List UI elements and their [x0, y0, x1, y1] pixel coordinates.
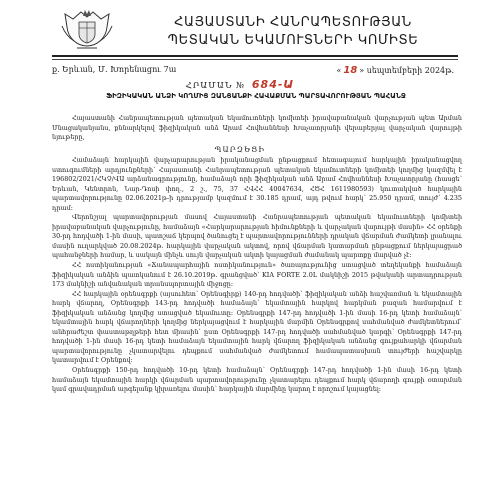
letterhead-line-2: ՊԵՏԱԿԱՆ ԵԿԱՄՈՒՏՆԵՐԻ ԿՈՄԻՏԵ	[167, 33, 419, 48]
main-body	[52, 156, 462, 395]
date-day: 18	[343, 65, 358, 76]
body-paragraph: Օրենսգրքի 150-րդ հոդվածի 10-րդ կետի համաձայն՝ Օրենսգրքի 147-րդ հոդվածի 1-ին մասի 16-րդ կետի համաձայն եկամտային հարկի վճարման պարտավորությունը չկատարելու դեպքում հարկ վճարողի գույքի օտարման կամ գրավադրման արգելանք կիրառելու մասին՝ հարկային մարմինը կարող է որոշում կայացնել:	[52, 366, 462, 394]
header-rule-thin	[52, 59, 458, 60]
letterhead	[128, 14, 458, 50]
order-number: 684-Ա	[251, 78, 295, 91]
body-paragraph: Համաձայն հարկային վարչարարության իրականացման ընթացքում հետագայում հարկային իրականացվող ստուգումների արդյունքների՝ Հայաստանի Հանրապետության պետական եկամուտների կոմիտեի կողմից կազմվել է 196802/2021/ՀԿՉ/ՎԱ արձանագրությունը, համաձայն որի ֆիզիկական անձ Արամ Հովհաննեսի Խաչատրյանը (հասցե՝ Երևան, Կենտրոն, Նար-Դոսի փող., 2 շ., 75, 37 ՀՎՀՀ 40047634, ՀԾՀ 1611980593) կուտակված հարկային պարտավորությունը 02.06.2021թ-ի դրությամբ կազմում է 30.185 դրամ, այդ թվում հարկ՝ 25.950 դրամ, տույժ՝ 4.235 դրամ:	[52, 156, 462, 212]
header-rule	[52, 55, 458, 57]
body-paragraph: ՀՀ ոստիկանության «Ճանապարհային ոստիկանություն» ծառայությունից ստացված տեղեկանքի համաձայն ֆիզիկական անձին պատկանում է 26.10.2019թ. գրանցված՝ KIA FORTE 2.0L մակնիշի 2015 թվականի արտադրության 173 մակնիշի անվանական տրանսպորտային միջոցը:	[52, 261, 462, 289]
date-prefix: «	[336, 66, 342, 75]
intro-paragraph	[52, 114, 462, 143]
section-title: ՊԱՐԶԵՑԻ	[214, 145, 266, 154]
document-subject: ՖԻԶԻԿԱԿԱՆ ԱՆՁԻ ԿՈՂՄԻՑ ԶԱՆՑԱՆՔԻ ՀԱՎԱՔՄԱՆ ՊԱՐՏԱՎՈՐՈՒԹՅԱՆ ՊԱՀԱՆՋ	[106, 92, 406, 100]
letterhead-line-1: ՀԱՅԱՍՏԱՆԻ ՀԱՆՐԱՊԵՏՈՒԹՅԱՆ	[174, 15, 412, 30]
intro-text: Հայաստանի Հանրապետության պետական եկամուտների կոմիտեի իրավաբանական վարչության պետ Արման Մնացականյանս, քննարկելով ֆիզիկական անձ Արամ Հովհաննեսի Խաչատրյանի վերաբերյալ վարչական վարույթի նյութերը,	[52, 114, 462, 142]
order-heading	[0, 78, 480, 91]
date-suffix: » սեպտեմբերի 2024թ.	[359, 66, 454, 75]
armenian-coat-of-arms-icon	[59, 6, 115, 52]
issue-place: ք. Երևան, Մ. Խորենացու 7ա	[52, 65, 177, 74]
body-paragraph: ՀՀ հարկային օրենսգրքի (այսուհետ՝ Օրենսգիրք) 140-րդ հոդվածի՝ ֆիզիկական անձի հաշվառման և եկամտային հարկ վճարող, Օրենսգրքի 143-րդ հոդվածի համաձայն՝ եկամտային հարկով հարկման բազան համարվում է ֆիզիկական անձանց կողմից ստացված եկամուտը: Օրենսգրքի 147-րդ հոդվածի 1-ին մասի 16-րդ կետի համաձայն՝ եկամտային հարկ վճարողների կողմից ներկայացվում է հարկային մարմին Օրենսգրքով սահմանված ժամկետներում՝ անհրաժեշտ փաստաթղթերի հետ միասին՝ ըստ Օրենսգրքի 147-րդ հոդվածի սահմանված կարգի՝ Օրենսգրքի 147-րդ հոդվածի 1-ին մասի 16-րդ կետի համաձայն եկամտային հարկ վճարող ֆիզիկական անձանց գույքահարկի վճարման պարտավորությունը չկատարվելու դեպքում սահմանված ժամկետում համապատասխան տույժերի հաշվարկը կատարվում է Օրենքով:	[52, 289, 462, 365]
order-label: ՀՐԱՄԱՆ №	[185, 81, 246, 91]
body-paragraph: Վերոնշյալ պարտավորության մասով Հայաստանի Հանրապետության պետական եկամուտների կոմիտեի իրավաբանական վարչությունը, համաձայն «Հարկարարության հիմունքների և վարչական վարույթի մասին» ՀՀ օրենքի 30-րդ հոդվածի 1-ին մասի, պատշաճ կերպով ծանուցել է պարտավորությունների դրական վճարման ժամկետի լրանալու մասին ուղարկված 20.08.2024թ. հարկային վարչական ակտով, որով վճարման կատարման ընթացքում ներկայացրած պահանջների համար, և սակայն մինչև սույն վարչական ակտի կայացման ժամանակ պարտքը մարված չէ:	[52, 213, 462, 260]
issue-date	[336, 65, 454, 76]
